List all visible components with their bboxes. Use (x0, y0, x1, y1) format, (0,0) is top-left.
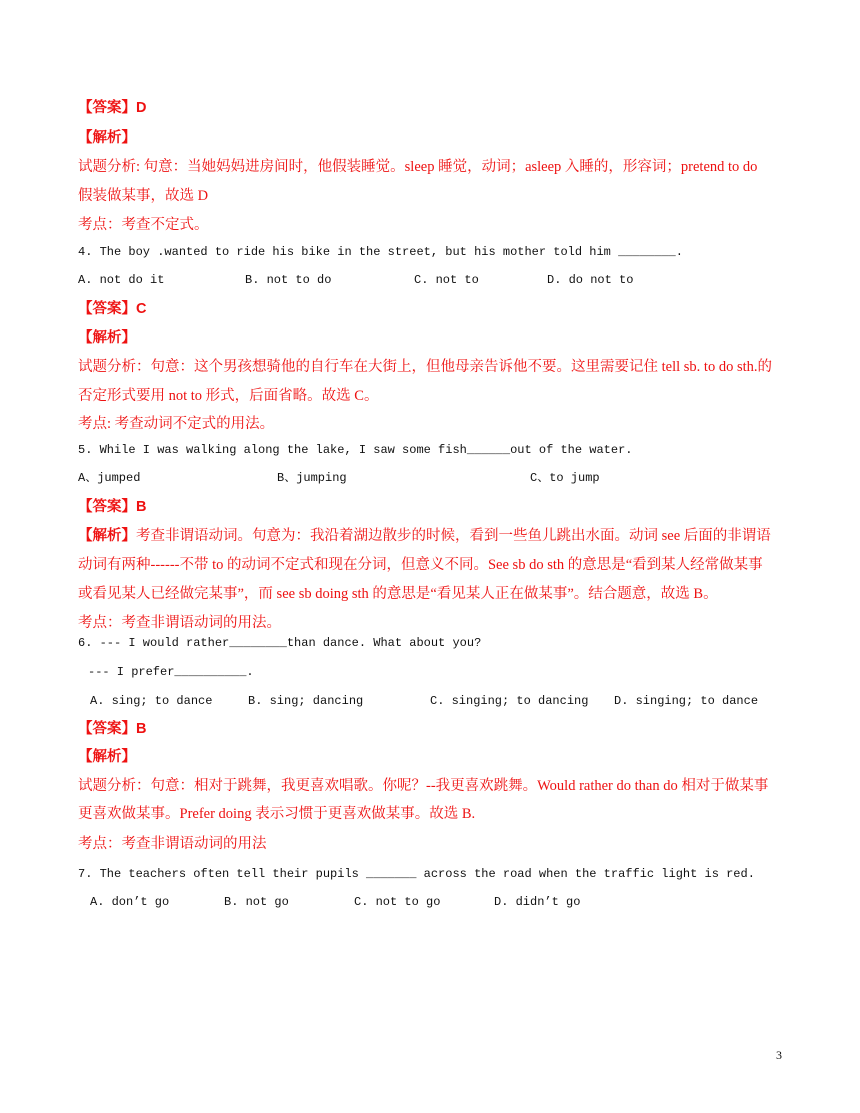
q6-answer-value: B (136, 721, 147, 737)
q4-answer-value: C (136, 301, 147, 317)
q7-option-c: C. not to go (354, 895, 441, 909)
q7-option-b: B. not go (224, 895, 289, 909)
q5-answer-value: B (136, 499, 147, 515)
q5-analysis-label: 【解析】 (78, 528, 136, 544)
q3-analysis-line: 试题分析: 句意：当她妈妈进房间时，他假装睡觉。sleep 睡觉，动词；asleep 入睡的，形容词；pretend to do (78, 159, 758, 175)
q5-stem: 5. While I was walking along the lake, I saw some fish______out of the water. (78, 443, 633, 457)
q4-option-a: A. not do it (78, 273, 165, 287)
q5-option-a: A、jumped (78, 471, 141, 485)
q6-answer (78, 719, 146, 739)
q7-options (0, 893, 860, 911)
q6-option-b: B. sing; dancing (248, 694, 364, 708)
q5-analysis (78, 526, 771, 546)
q6-analysis-line: 更喜欢做某事。Prefer doing 表示习惯于更喜欢做某事。故选 B. (78, 806, 476, 822)
q6-options (0, 692, 860, 710)
q6-answer-label: 【答案】 (78, 721, 136, 737)
q6-option-a: A. sing; to dance (90, 694, 213, 708)
q4-analysis-line: 否定形式要用 not to 形式，后面省略。故选 C。 (78, 388, 379, 404)
q4-answer (78, 299, 146, 319)
q5-analysis-line: 或看见某人已经做完某事”，而 see sb doing sth 的意思是“看见某人正在做某事”。结合题意，故选 B。 (78, 586, 718, 602)
q5-answer-label: 【答案】 (78, 499, 136, 515)
q3-analysis-label: 【解析】 (78, 130, 136, 146)
q3-point: 考点：考查不定式。 (78, 217, 209, 233)
q6-point: 考点：考查非谓语动词的用法 (78, 836, 267, 852)
q3-analysis-line: 假装做某事，故选 D (78, 188, 209, 204)
q3-answer-label: 【答案】 (78, 100, 136, 116)
q5-answer (78, 497, 146, 517)
q6-option-c: C. singing; to dancing (430, 694, 589, 708)
q6-analysis-line: 试题分析：句意：相对于跳舞，我更喜欢唱歌。你呢？--我更喜欢跳舞。Would rather do than do 相对于做某事 (78, 778, 769, 794)
q4-stem: 4. The boy .wanted to ride his bike in the street, but his mother told him ________. (78, 245, 683, 259)
q3-answer-value: D (136, 100, 147, 116)
q4-answer-label: 【答案】 (78, 301, 136, 317)
q4-options (0, 271, 860, 289)
q3-analysis-heading (78, 128, 136, 148)
q5-options (0, 469, 860, 487)
q4-analysis-heading (78, 328, 136, 348)
q6-stem-reply: --- I prefer__________. (88, 665, 254, 679)
q3-answer (78, 98, 146, 118)
q5-analysis-line: 考查非谓语动词。句意为：我沿着湖边散步的时候，看到一些鱼儿跳出水面。动词 see 后面的非谓语 (136, 528, 771, 544)
q5-option-b: B、jumping (277, 471, 347, 485)
q7-option-d: D. didn’t go (494, 895, 581, 909)
q7-option-a: A. don’t go (90, 895, 170, 909)
q5-analysis-line: 动词有两种------不带 to 的动词不定式和现在分词，但意义不同。See sb do sth 的意思是“看到某人经常做某事 (78, 557, 763, 573)
q6-stem: 6. --- I would rather________than dance. What about you? (78, 636, 482, 650)
q6-analysis-heading (78, 747, 136, 767)
q4-option-d: D. do not to (547, 273, 634, 287)
q5-option-c: C、to jump (530, 471, 600, 485)
q4-analysis-line: 试题分析：句意：这个男孩想骑他的自行车在大街上，但他母亲告诉他不要。这里需要记住 tell sb. to do sth.的 (78, 359, 772, 375)
q4-option-b: B. not to do (245, 273, 332, 287)
page-number: 3 (776, 1048, 782, 1062)
q4-point: 考点: 考查动词不定式的用法。 (78, 416, 275, 432)
q4-option-c: C. not to (414, 273, 479, 287)
q7-stem: 7. The teachers often tell their pupils _______ across the road when the traffic light is red. (78, 867, 755, 881)
q6-option-d: D. singing; to dance (614, 694, 759, 708)
q4-analysis-label: 【解析】 (78, 330, 136, 346)
q5-point: 考点：考查非谓语动词的用法。 (78, 615, 281, 631)
q6-analysis-label: 【解析】 (78, 749, 136, 765)
